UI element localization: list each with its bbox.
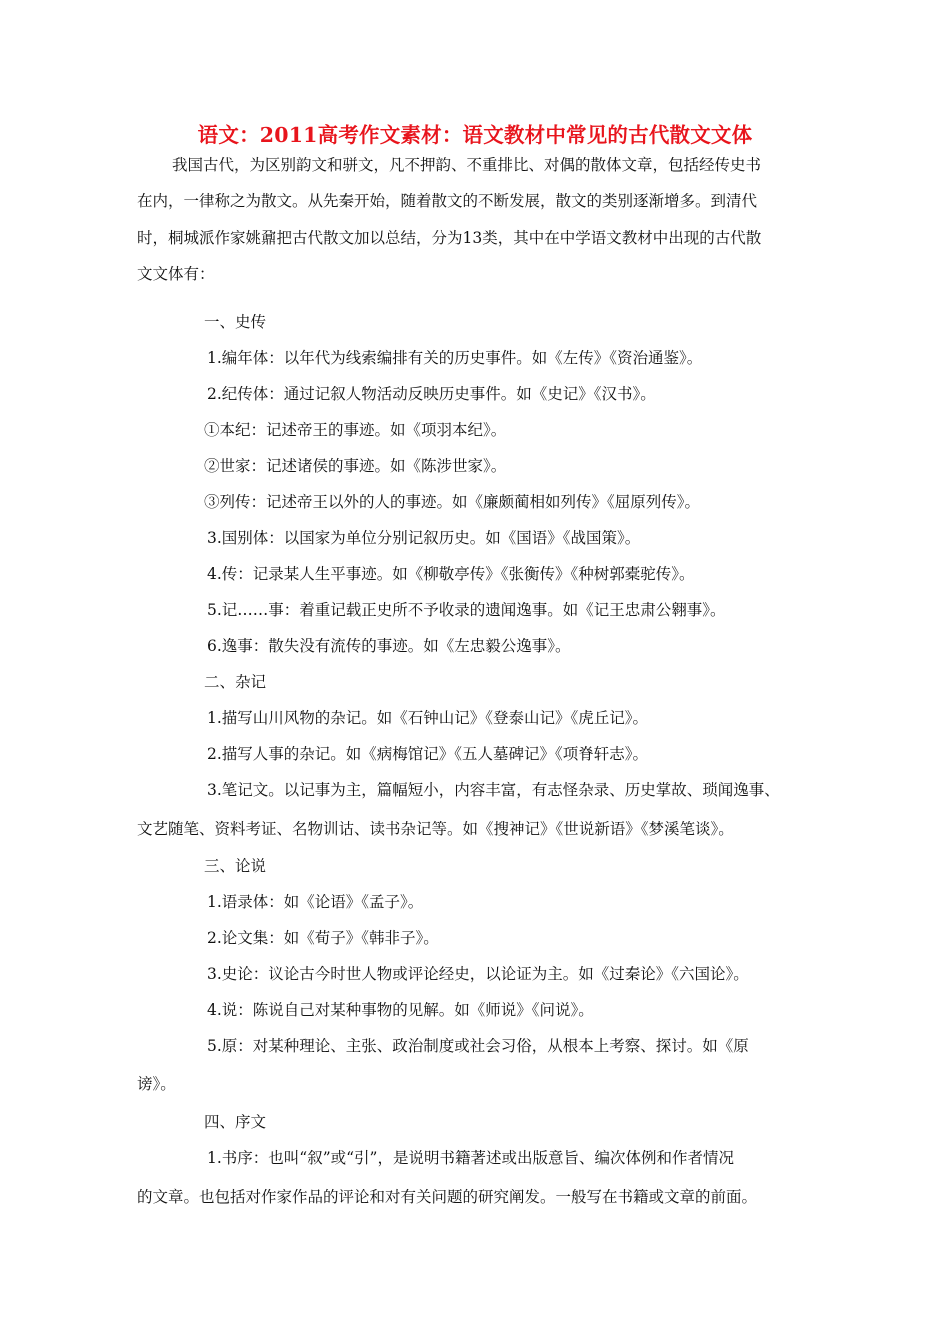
- section-heading: 三、论说: [204, 857, 267, 875]
- list-item: 2.描写人事的杂记。如《病梅馆记》《五人墓碑记》《项脊轩志》。: [207, 745, 649, 763]
- list-item: 文艺随笔、资料考证、名物训诂、读书杂记等。如《搜神记》《世说新语》《梦溪笔谈》。: [137, 820, 734, 838]
- intro-line: 时，桐城派作家姚鼐把古代散文加以总结，分为13类，其中在中学语文教材中出现的古代散: [137, 229, 762, 247]
- intro-line: 我国古代，为区别韵文和骈文，凡不押韵、不重排比、对偶的散体文章，包括经传史书: [172, 156, 762, 174]
- list-item: 5.原：对某种理论、主张、政治制度或社会习俗，从根本上考察、探讨。如《原: [207, 1037, 749, 1055]
- list-item: ③列传：记述帝王以外的人的事迹。如《廉颇蔺相如列传》《屈原列传》。: [204, 493, 701, 511]
- list-item: 谤》。: [137, 1075, 176, 1093]
- list-item: 4.说：陈说自己对某种事物的见解。如《师说》《问说》。: [207, 1001, 594, 1019]
- list-item: 1.编年体：以年代为线索编排有关的历史事件。如《左传》《资治通鉴》。: [207, 349, 703, 367]
- section-heading: 二、杂记: [204, 673, 267, 691]
- list-item: 3.国别体：以国家为单位分别记叙历史。如《国语》《战国策》。: [207, 529, 641, 547]
- list-item: 3.笔记文。以记事为主，篇幅短小，内容丰富，有志怪杂录、历史掌故、琐闻逸事、: [207, 781, 780, 799]
- intro-line: 在内，一律称之为散文。从先秦开始，随着散文的不断发展，散文的类别逐渐增多。到清代: [137, 192, 758, 210]
- list-item: 2.论文集：如《荀子》《韩非子》。: [207, 929, 439, 947]
- list-item: 1.书序：也叫“叙”或“引”，是说明书籍著述或出版意旨、编次体例和作者情况: [207, 1149, 734, 1167]
- list-item: 1.语录体：如《论语》《孟子》。: [207, 893, 424, 911]
- list-item: 2.纪传体：通过记叙人物活动反映历史事件。如《史记》《汉书》。: [207, 385, 656, 403]
- list-item: 6.逸事：散失没有流传的事迹。如《左忠毅公逸事》。: [207, 637, 571, 655]
- list-item: 1.描写山川风物的杂记。如《石钟山记》《登泰山记》《虎丘记》。: [207, 709, 649, 727]
- list-item: 5.记……事：着重记载正史所不予收录的遗闻逸事。如《记王忠肃公翱事》。: [207, 601, 726, 619]
- list-item: 的文章。也包括对作家作品的评论和对有关问题的研究阐发。一般写在书籍或文章的前面。: [137, 1188, 758, 1206]
- section-heading: 四、序文: [204, 1113, 267, 1131]
- list-item: ②世家：记述诸侯的事迹。如《陈涉世家》。: [204, 457, 507, 475]
- list-item: ①本纪：记述帝王的事迹。如《项羽本纪》。: [204, 421, 507, 439]
- list-item: 3.史论：议论古今时世人物或评论经史，以论证为主。如《过秦论》《六国论》。: [207, 965, 749, 983]
- list-item: 4.传：记录某人生平事迹。如《柳敬亭传》《张衡传》《种树郭橐驼传》。: [207, 565, 695, 583]
- section-heading: 一、史传: [204, 313, 267, 331]
- page-title: 语文：2011高考作文素材：语文教材中常见的古代散文文体: [197, 123, 753, 147]
- intro-line: 文文体有：: [137, 265, 215, 283]
